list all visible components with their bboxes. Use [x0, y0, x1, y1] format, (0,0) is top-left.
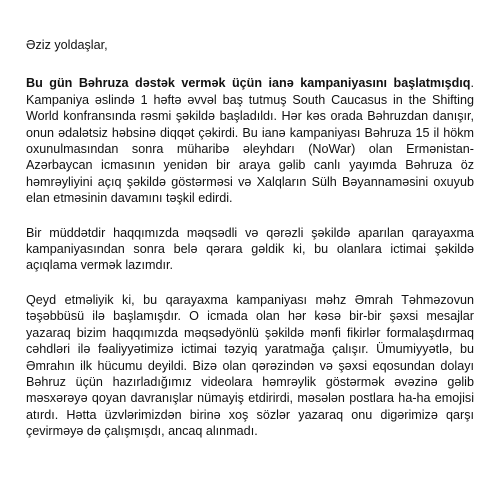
paragraph-smear-campaign	[26, 292, 474, 440]
paragraph-body: . Kampaniya əslində 1 həftə əvvəl baş tutmuş South Caucasus in the Shifting World konfransında rəsmi şəkildə başladıldı. Hər kəs orada Bəhruzdan danışır, onun ədalətsiz həbsinə diqqət çəkirdi. Bu ianə kampaniyası Bəhruza 15 il hökm oxunulmasından sonra müharibə əleyhdarı (NoWar) olan Ermənistan-Azərbaycan icmasının yenidən bir araya gəlib canlı yayımda Bəhruza öz həmrəyliyini açıq şəkildə göstərməsi və Xalqların Sülh Bəyannaməsini oxuyub elan etməsinin davamını təşkil edirdi.	[26, 76, 474, 206]
paragraph-body: Bir müddətdir haqqımızda məqsədli və qərəzli şəkildə aparılan qarayaxma kampaniyasından sonra belə qərara gəldik ki, bu olanlara ictimai şəkildə açıqlama vermək lazımdır.	[26, 225, 474, 273]
paragraph-lead-bold: Bu gün Bəhruza dəstək vermək üçün ianə kampaniyasını başlatmışdıq	[26, 76, 471, 91]
paragraph-announcement	[26, 75, 474, 206]
greeting: Əziz yoldaşlar,	[26, 38, 108, 52]
paragraph-body: Qeyd etməliyik ki, bu qarayaxma kampaniyası məhz Əmrah Təhməzovun təşəbbüsü ilə başlamışdır. O icmada olan hər kəsə bir-bir şəxsi mesajlar yazaraq bizim haqqımızda məqsədyönlü şəkildə mənfi fikirlər formalaşdırmaq cəhdləri ilə fəaliyyətimizə ictimai təzyiq yaratmağa çalışır. Ümumiyyətlə, bu Əmrahın ilk hücumu deyildi. Bizə olan qərəzindən və şəxsi eqosundan dolayı Bəhruz üçün hazırladığımız videolara həmrəylik göstərmək əvəzinə gəlib məsxərəyə qoyan davranışlar nümayiş etdirirdi, məsələn postlara ha-ha emojisi atırdı. Hətta üzvlərimizdən birinə xoş sözlər yazaraq onu digərimizə qarşı çevirməyə də çalışmışdı, ancaq alınmadı.	[26, 292, 474, 439]
paragraph-decision	[26, 225, 474, 274]
